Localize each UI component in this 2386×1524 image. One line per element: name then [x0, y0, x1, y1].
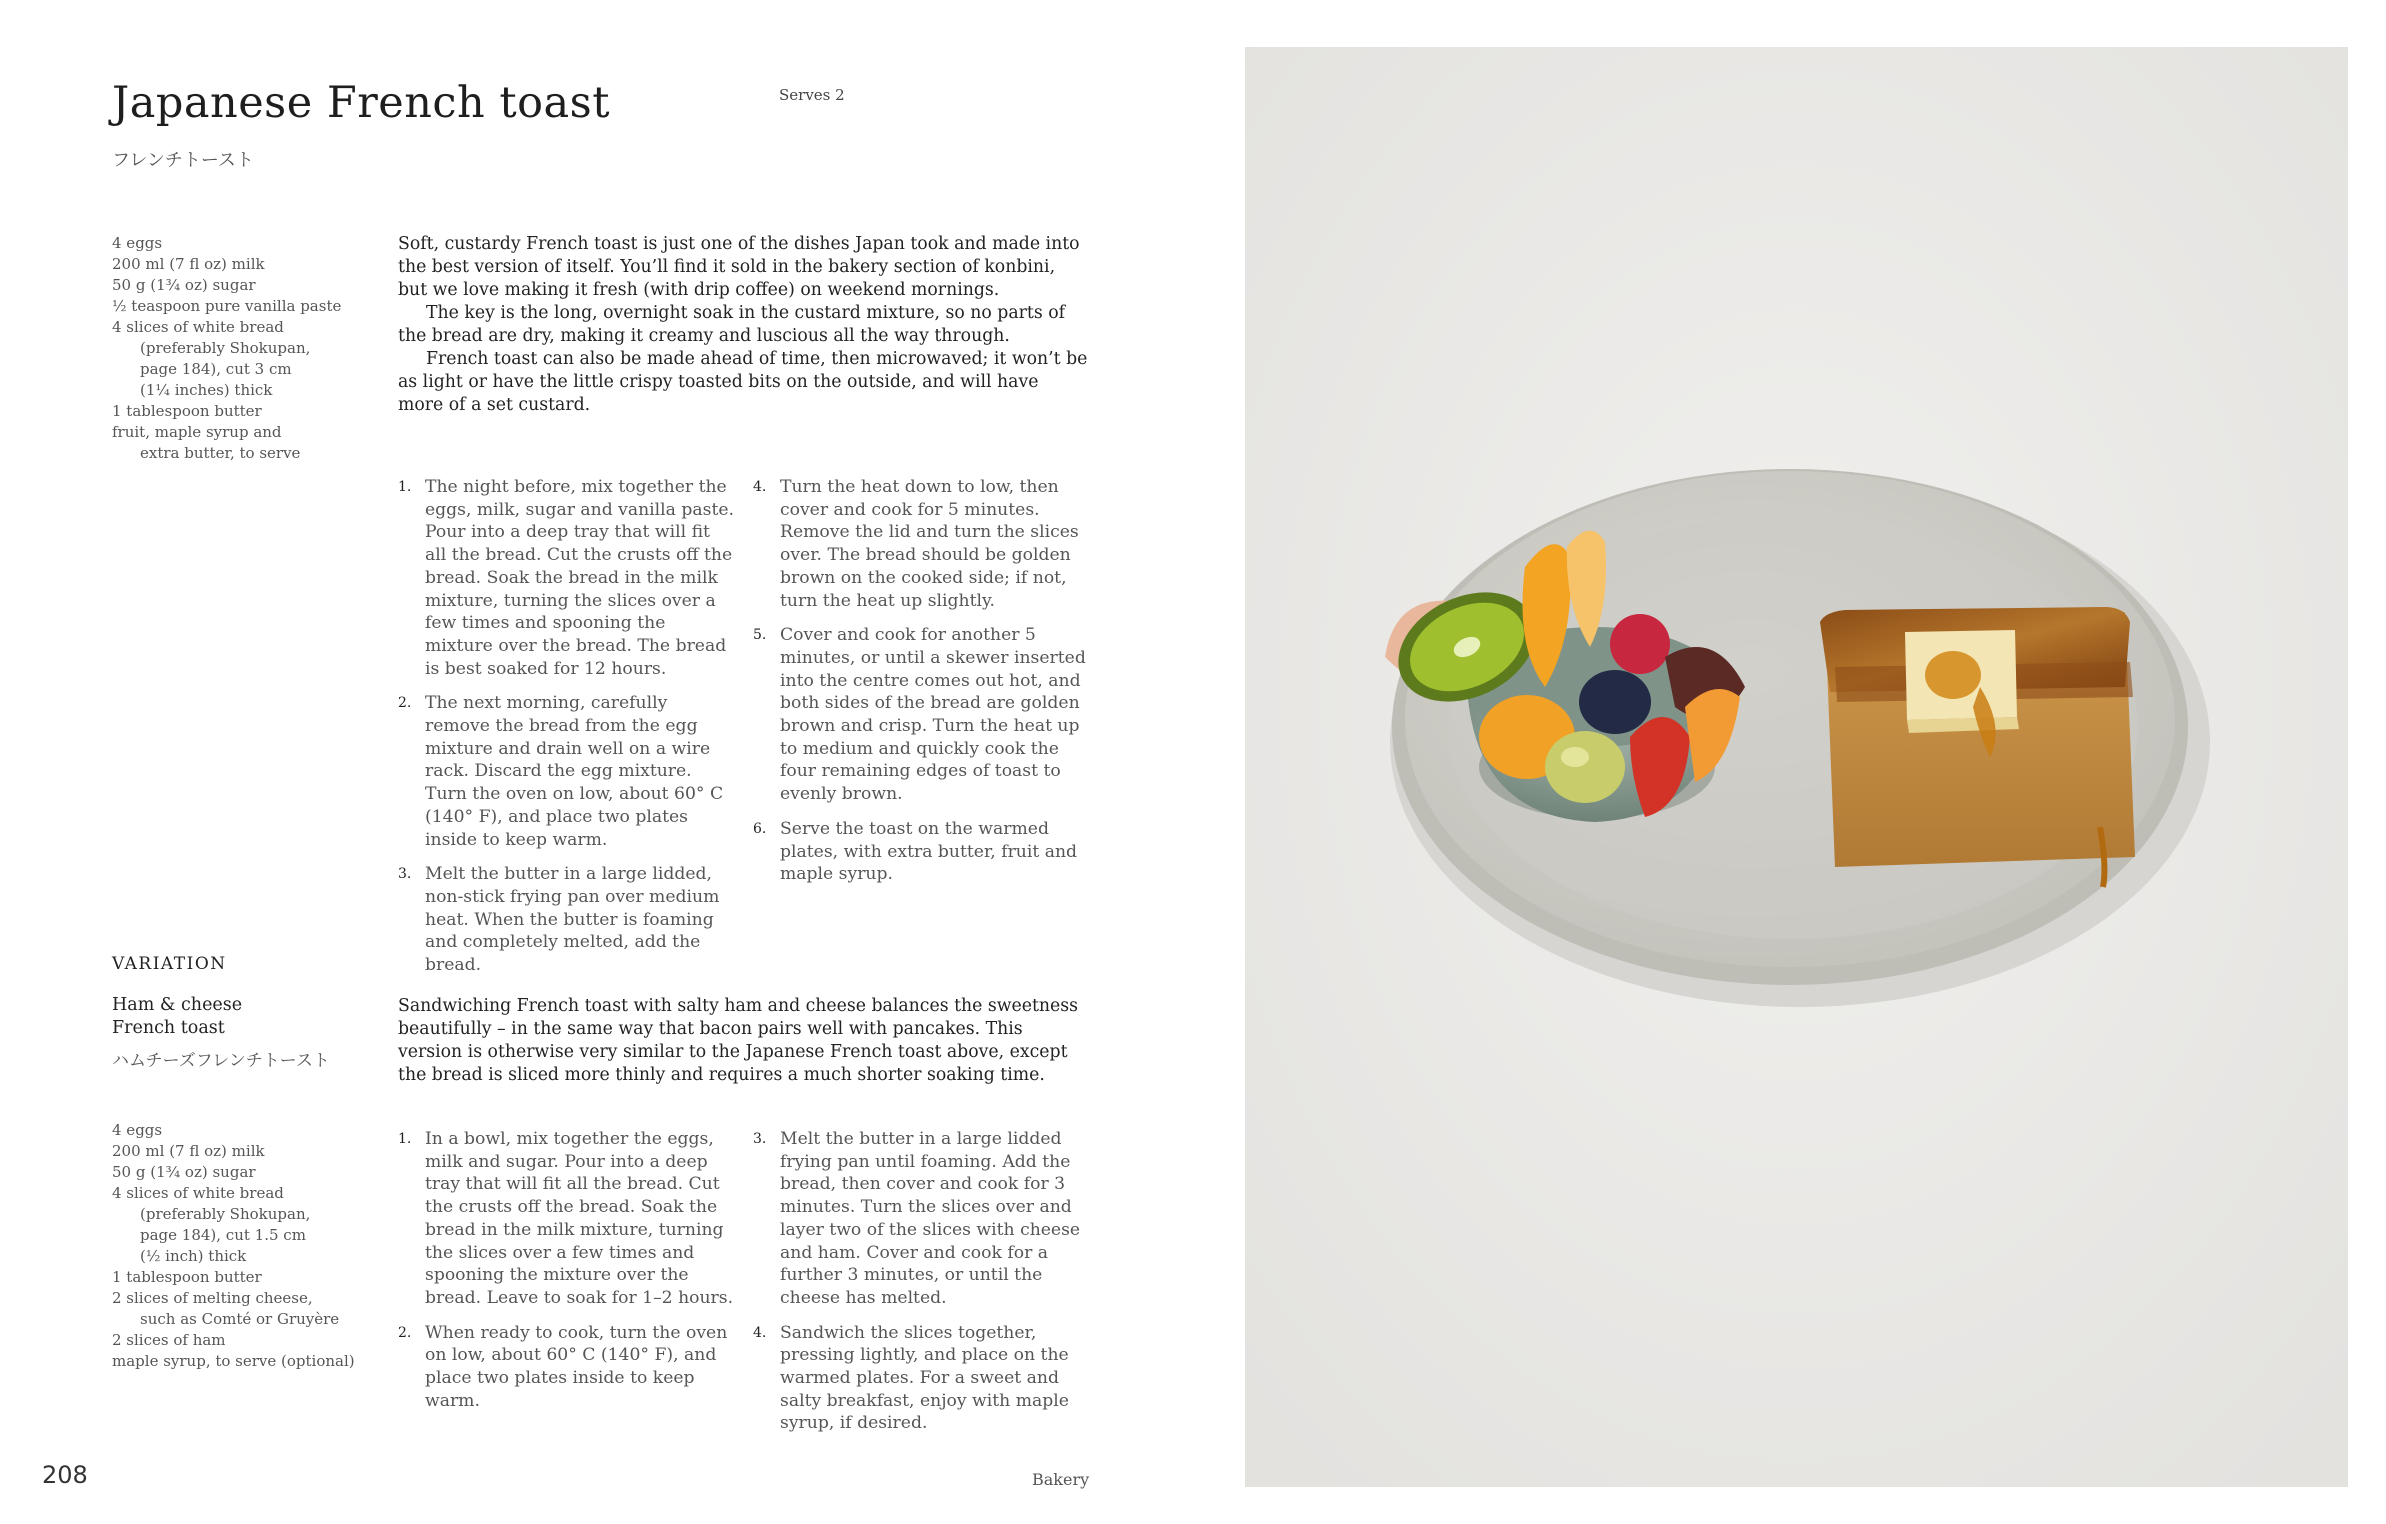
- recipe-intro: [398, 233, 1088, 417]
- step-text: Sandwich the slices together, pressing lightly, and place on the warmed plates. For a sweet and salty breakfast, enjoy with maple syrup, if desired.: [780, 1322, 1069, 1434]
- maple-syrup: [1925, 651, 1981, 699]
- intro-paragraph: Soft, custardy French toast is just one of the dishes Japan took and made into the best version of itself. You’ll find it sold in the bakery section of konbini, but we love making it fresh (with drip coffee) on weekend mornings.: [398, 234, 1080, 300]
- ingredient-item: 4 slices of white bread: [112, 1184, 284, 1202]
- method-step: [398, 863, 734, 977]
- method-column-1: [398, 476, 734, 989]
- method-step: [753, 624, 1089, 806]
- ingredient-item: 2 slices of melting cheese,: [112, 1289, 313, 1307]
- grape-green: [1545, 731, 1625, 803]
- ingredient-item: 2 slices of ham: [112, 1331, 226, 1349]
- step-number: 3.: [753, 1131, 767, 1147]
- ingredient-item: ½ teaspoon pure vanilla paste: [112, 297, 342, 315]
- step-text: Serve the toast on the warmed plates, with extra butter, fruit and maple syrup.: [780, 818, 1078, 885]
- ingredient-item: (½ inch) thick: [140, 1247, 247, 1265]
- variation-method-column-1: [398, 1128, 734, 1424]
- ingredient-item: such as Comté or Gruyère: [140, 1310, 340, 1328]
- serves-label: Serves 2: [779, 86, 845, 104]
- food-photo: [1245, 47, 2348, 1487]
- ingredient-item: 4 eggs: [112, 1121, 163, 1139]
- step-number: 4.: [753, 479, 767, 495]
- method-step: [753, 818, 1089, 886]
- ingredient-item: 1 tablespoon butter: [112, 402, 262, 420]
- ingredient-item: extra butter, to serve: [140, 444, 301, 462]
- ingredient-item: 1 tablespoon butter: [112, 1268, 262, 1286]
- intro-paragraph: French toast can also be made ahead of time, then microwaved; it won’t be as light or have the little crispy toasted bits on the outside, and will have more of a set custard.: [398, 349, 1088, 415]
- ingredient-item: (preferably Shokupan,: [140, 339, 311, 357]
- ingredient-item: (preferably Shokupan,: [140, 1205, 311, 1223]
- step-text: In a bowl, mix together the eggs, milk and sugar. Pour into a deep tray that will fit all the bread. Cut the crusts off the bread. Soak the bread in the milk mixture, turning the slices over a few times and spooning the mixture over the bread. Leave to soak for 1–2 hours.: [425, 1129, 734, 1308]
- variation-title: [112, 994, 362, 1040]
- ingredient-item: fruit, maple syrup and: [112, 423, 282, 441]
- step-number: 5.: [753, 627, 767, 644]
- step-text: Cover and cook for another 5 minutes, or until a skewer inserted into the centre comes out hot, and both sides of the bread are golden brown and crisp. Turn the heat up to medium and quickly cook the four remaining edges of toast to evenly brown.: [780, 625, 1086, 805]
- method-step: [398, 1322, 734, 1413]
- intro-paragraph: The key is the long, overnight soak in the custard mixture, so no parts of the bread are dry, making it creamy and luscious all the way through.: [398, 303, 1066, 346]
- step-number: 2.: [398, 695, 412, 712]
- variation-method-column-2: [753, 1128, 1089, 1447]
- ingredient-item: maple syrup, to serve (optional): [112, 1352, 355, 1370]
- step-text: The night before, mix together the eggs, milk, sugar and vanilla paste. Pour into a deep tray that will fit all the bread. Cut the crusts off the bread. Soak the bread in the milk mixture, turning the slices over a few times and spooning the mixture over the bread. The bread is best soaked for 12 hours.: [425, 477, 734, 679]
- method-step: [398, 476, 734, 680]
- step-number: 3.: [398, 866, 412, 883]
- ingredient-item: 4 slices of white bread: [112, 318, 284, 336]
- french-toast-photo-illustration: [1245, 47, 2348, 1487]
- blueberry: [1579, 670, 1651, 734]
- grape-highlight: [1561, 747, 1589, 767]
- method-step: [753, 1322, 1089, 1436]
- ingredient-item: 200 ml (7 fl oz) milk: [112, 1142, 265, 1160]
- method-step: [398, 692, 734, 851]
- variation-title-japanese: ハムチーズフレンチトースト: [112, 1051, 330, 1071]
- step-number: 4.: [753, 1324, 767, 1341]
- step-text: Melt the butter in a large lidded frying pan until foaming. Add the bread, then cover and cook for 3 minutes. Turn the slices over and layer two of the slices with cheese and ham. Cover and cook for a further 3 minutes, or until the cheese has melted.: [780, 1129, 1081, 1308]
- ingredient-item: 50 g (1¾ oz) sugar: [112, 1163, 256, 1181]
- variation-heading: VARIATION: [112, 954, 227, 974]
- recipe-title-japanese: フレンチトースト: [112, 150, 254, 171]
- variation-title-line: French toast: [112, 1018, 225, 1038]
- variation-title-line: Ham & cheese: [112, 995, 243, 1015]
- step-number: 2.: [398, 1324, 412, 1341]
- ingredient-list: [112, 233, 372, 464]
- method-step: [753, 1128, 1089, 1310]
- step-number: 1.: [398, 1131, 412, 1147]
- step-text: The next morning, carefully remove the bread from the egg mixture and drain well on a wire rack. Discard the egg mixture. Turn the oven on low, about 60° C (140° F), and place two plates inside to keep warm.: [425, 693, 724, 850]
- intro-paragraph: Sandwiching French toast with salty ham and cheese balances the sweetness beautifully – in the same way that bacon pairs well with pancakes. This version is otherwise very similar to the Japanese French toast above, except the bread is sliced more thinly and requires a much shorter soaking time.: [398, 996, 1079, 1085]
- step-text: Melt the butter in a large lidded, non-stick frying pan over medium heat. When the butter is foaming and completely melted, add the bread.: [425, 864, 720, 976]
- method-step: [753, 476, 1089, 612]
- ingredient-item: 200 ml (7 fl oz) milk: [112, 255, 265, 273]
- variation-ingredient-list: [112, 1120, 372, 1372]
- step-text: When ready to cook, turn the oven on low, about 60° C (140° F), and place two plates inside to keep warm.: [425, 1322, 728, 1411]
- step-text: Turn the heat down to low, then cover and cook for 5 minutes. Remove the lid and turn the slices over. The bread should be golden brown on the cooked side; if not, turn the heat up slightly.: [780, 477, 1079, 611]
- step-number: 6.: [753, 820, 767, 837]
- ingredient-item: 4 eggs: [112, 234, 163, 252]
- page-number: 208: [42, 1461, 88, 1489]
- ingredient-item: 50 g (1¾ oz) sugar: [112, 276, 256, 294]
- method-column-2: [753, 476, 1089, 898]
- method-step: [398, 1128, 734, 1310]
- ingredient-item: (1¼ inches) thick: [140, 381, 273, 399]
- variation-intro: [398, 995, 1088, 1087]
- recipe-title: Japanese French toast: [112, 78, 610, 128]
- raspberry: [1610, 614, 1670, 674]
- section-label: Bakery: [1032, 1470, 1090, 1489]
- step-number: 1.: [398, 479, 412, 495]
- ingredient-item: page 184), cut 1.5 cm: [140, 1226, 306, 1244]
- ingredient-item: page 184), cut 3 cm: [140, 360, 292, 378]
